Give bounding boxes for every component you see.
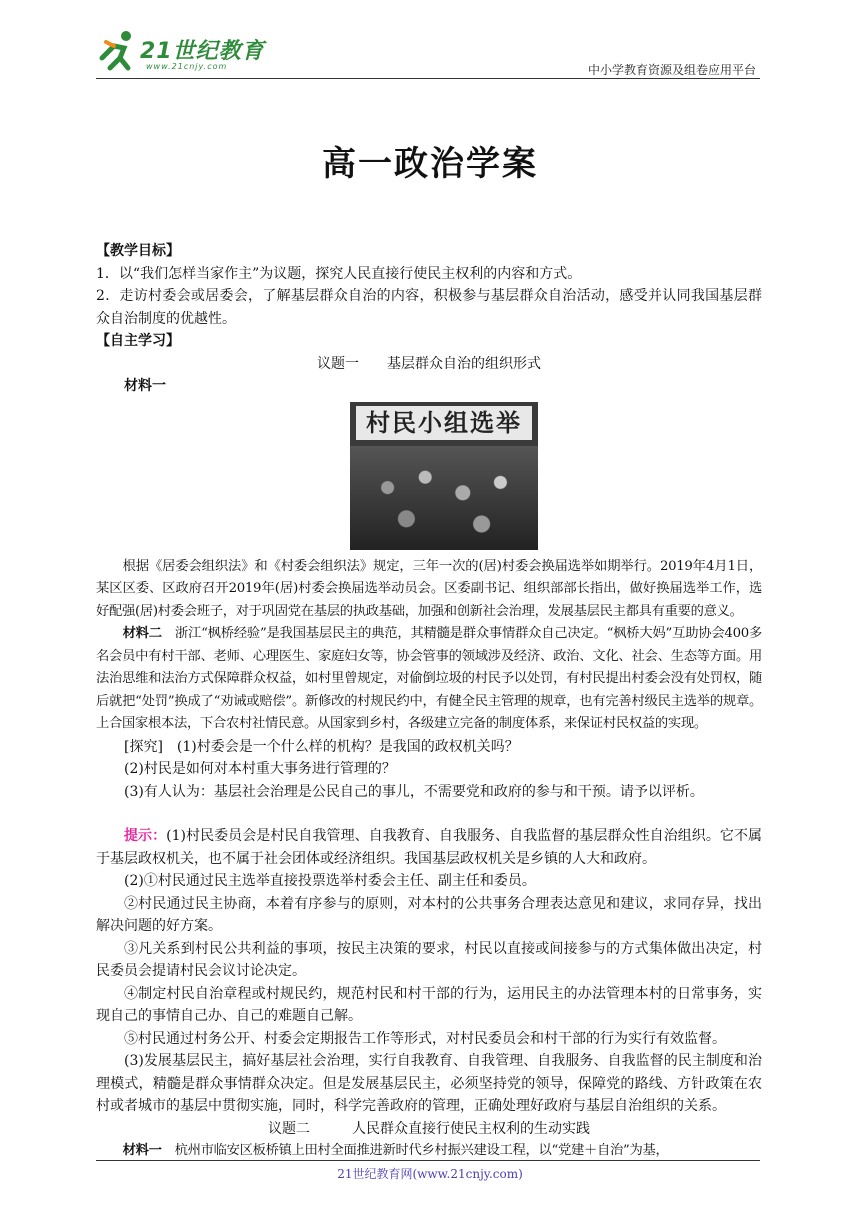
- goal-item-1: 1．以“我们怎样当家作主”为议题，探究人民直接行使民主权利的内容和方式。: [96, 265, 582, 282]
- crowd-image: [350, 446, 538, 550]
- goal-item-2: 2．走访村委会或居委会，了解基层群众自治的内容，积极参与基层群众自治活动，感受并认同我国基层群众自治制度的优越性。: [96, 288, 762, 327]
- question-3: (3)有人认为：基层社会治理是公民自己的事儿，不需要党和政府的参与和干预。请予以评析。: [124, 783, 704, 800]
- page-title: 高一政治学案: [322, 144, 538, 184]
- question-2: (2)村民是如何对本村重大事务进行管理的？: [124, 761, 396, 777]
- logo-url: www.21cnjy.com: [146, 62, 228, 71]
- answer-2-3: ③凡关系到村民公共利益的事项，按民主决策的要求，村民以直接或间接参与的方式集体做出决定，村民委员会提请村民会议讨论决定。: [96, 940, 762, 979]
- topic-2-material-1-text: 杭州市临安区板桥镇上田村全面推进新时代乡村振兴建设工程，以“党建＋自治”为基，: [161, 1143, 669, 1158]
- material-2-paragraph: [96, 623, 762, 736]
- footer-divider: [96, 1160, 760, 1161]
- answer-3: (3)发展基层民主，搞好基层社会治理，实行自我教育、自我管理、自我服务、自我监督的民主制度和治理模式，精髓是群众事情群众决定。但是发展基层民主，必须坚持党的领导，保障党的路线、方针政策在农村或者城市的基层中贯彻实施，同时，科学完善政府的管理，正确处理好政府与基层自治组织的关系。: [96, 1053, 762, 1114]
- spacer: [96, 803, 762, 825]
- answer-2-5: ⑤村民通过村务公开、村委会定期报告工作等形式，对村民委员会和村干部的行为实行有效监督。: [124, 1030, 726, 1047]
- topic-1-heading: 议题一 基层群众自治的组织形式: [317, 355, 541, 372]
- material-2-text: 浙江“枫桥经验”是我国基层民主的典范，其精髓是群众事情群众自己决定。“枫桥大妈”互助协会400多名会员中有村干部、老师、心理医生、家庭妇女等，协会管事的领域涉及经济、政治、文化、社会、生态等方面。用法治思维和法治方式保障群众权益，如村里曾规定，对偷倒垃圾的村民予以处罚，有村民提出村委会没有处罚权，随后就把“处罚”换成了“劝诫或赔偿”。新修改的村规民约中，有健全民主管理的规章，也有完善村级民主选举的规章。上合国家根本法，下合农村社情民意。从国家到乡村，各级建立完备的制度体系，来保证村民权益的实现。: [96, 626, 762, 731]
- self-study-heading: 【自主学习】: [96, 333, 180, 349]
- topic-2-material-1-label: 材料一: [122, 1143, 162, 1158]
- answer-2-4: ④制定村民自治章程或村规民约，规范村民和村干部的行为，运用民主的办法管理本村的日常事务，实现自己的事情自己办、自己的难题自己解。: [96, 985, 762, 1024]
- footer-link[interactable]: 21世纪教育网(www.21cnjy.com): [337, 1167, 523, 1181]
- answer-1: [96, 825, 762, 870]
- hint-label: 提示：: [124, 828, 167, 844]
- explore-label: [探究]: [124, 738, 163, 755]
- photo-banner-text: 村民小组选举: [356, 406, 532, 440]
- material-1-label: 材料一: [124, 378, 166, 394]
- village-election-photo: [350, 402, 538, 550]
- answer-1-text: (1)村民委员会是村民自我管理、自我教育、自我服务、自我监督的基层群众性自治组织。它不属于基层政权机关，也不属于社会团体或经济组织。我国基层政权机关是乡镇的人大和政府。: [96, 828, 762, 867]
- answer-2-2: ②村民通过民主协商，本着有序参与的原则，对本村的公共事务合理表达意见和建议，求同存异，找出解决问题的好方案。: [96, 895, 762, 934]
- question-1-text: (1)村委会是一个什么样的机构？是我国的政权机关吗？: [162, 738, 519, 755]
- logo-text: 21世纪教育: [140, 39, 265, 64]
- runner-logo-icon: [96, 28, 142, 74]
- answer-2-1: (2)①村民通过民主选举直接投票选举村委会主任、副主任和委员。: [124, 873, 536, 889]
- material-1-text: 根据《居委会组织法》和《村委会组织法》规定，三年一次的(居)村委会换届选举如期举行。2019年4月1日，某区区委、区政府召开2019年(居)村委会换届选举动员会。区委副书记、组织部部长指出，做好换届选举工作，选好配强(居)村委会班子，对于巩固党在基层的执政基础，加强和创新社会治理，发展基层民主都具有重要的意义。: [96, 558, 762, 619]
- header-divider: [96, 78, 760, 79]
- material-2-label: 材料二: [122, 626, 162, 641]
- topic-2-heading: 议题二 人民群众直接行使民主权利的生动实践: [268, 1120, 590, 1137]
- goals-heading: 【教学目标】: [96, 243, 180, 259]
- header-platform-text: 中小学教育资源及组卷应用平台: [587, 63, 756, 77]
- main-content: [96, 240, 762, 1163]
- question-1: [96, 736, 762, 759]
